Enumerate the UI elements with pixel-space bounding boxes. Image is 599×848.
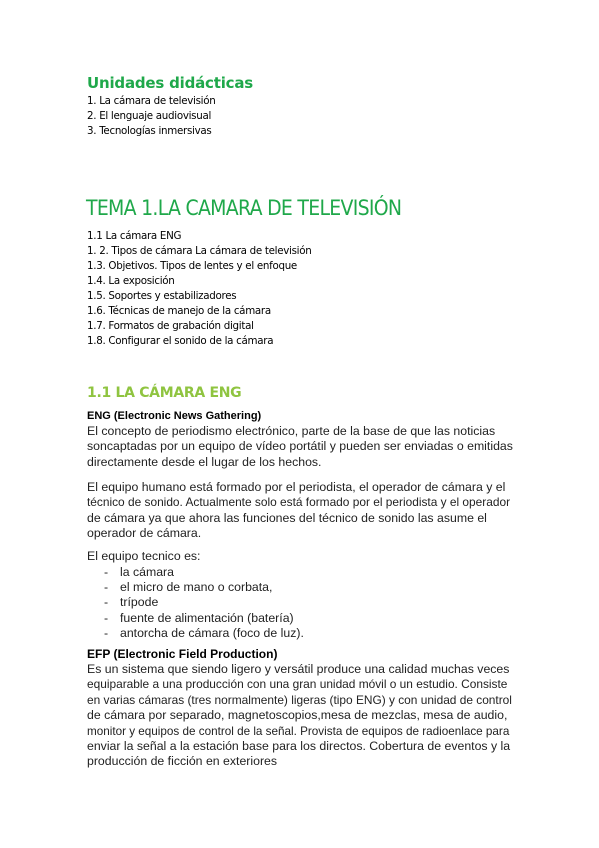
efp-paragraph xyxy=(87,662,512,770)
efp-line: en varias cámaras (tres normalmente) ligeras (tipo ENG) y con unidad de control xyxy=(87,692,512,707)
units-title: Unidades didácticas xyxy=(87,74,254,92)
units-item: 1. La cámara de televisión xyxy=(87,95,216,107)
section-title: 1.1 LA CÁMARA ENG xyxy=(87,385,242,401)
tema-toc xyxy=(87,229,311,349)
eng-paragraph xyxy=(87,424,512,470)
toc-item: 1.3. Objetivos. Tipos de lentes y el enfoque xyxy=(87,260,297,272)
efp-line: de cámara por separado, magnetoscopios,mesa de mezclas, mesa de audio, xyxy=(87,708,508,723)
tema-title: TEMA 1.LA CAMARA DE TELEVISIÓN xyxy=(86,196,402,220)
equipment-item: - antorcha de cámara (foco de luz). xyxy=(104,625,304,640)
units-item: 2. El lenguaje audiovisual xyxy=(87,110,212,122)
team-paragraph xyxy=(87,480,512,542)
equipment-item: - fuente de alimentación (batería) xyxy=(104,610,294,625)
efp-line: equiparable a una producción con una gran unidad móvil o un estudio. Consiste xyxy=(87,677,508,692)
equipment-item: - trípode xyxy=(104,595,159,610)
toc-item: 1. 2. Tipos de cámara La cámara de televisión xyxy=(87,245,312,257)
eng-heading: ENG (Electronic News Gathering) xyxy=(87,410,262,422)
efp-heading: EFP (Electronic Field Production) xyxy=(87,647,278,661)
team-line: El equipo humano está formado por el periodista, el operador de cámara y el xyxy=(87,480,506,494)
equipment-intro: El equipo tecnico es: xyxy=(87,549,201,563)
efp-line: producción de ficción en exteriores xyxy=(87,754,278,769)
toc-item: 1.1 La cámara ENG xyxy=(87,230,182,242)
eng-line: soncaptadas por un equipo de vídeo portátil y pueden ser enviadas o emitidas xyxy=(87,439,513,454)
equipment-item: - el micro de mano o corbata, xyxy=(104,580,273,595)
eng-line: directamente desde el lugar de los hechos. xyxy=(87,454,322,469)
team-line: de cámara ya que ahora las funciones del técnico de sonido las asume el xyxy=(87,510,487,525)
toc-item: 1.5. Soportes y estabilizadores xyxy=(87,290,237,302)
toc-item: 1.8. Configurar el sonido de la cámara xyxy=(87,335,274,347)
efp-line: enviar la señal a la estación base para los directos. Cobertura de eventos y la xyxy=(87,739,511,754)
efp-line: Es un sistema que siendo ligero y versátil produce una calidad muchas veces xyxy=(87,662,510,676)
team-line: operador de cámara. xyxy=(87,526,202,541)
eng-line: El concepto de periodismo electrónico, parte de la base de que las noticias xyxy=(87,424,496,438)
team-line: técnico de sonido. Actualmente solo está formado por el periodista y el operador xyxy=(87,495,511,510)
equipment-item: - la cámara xyxy=(104,565,174,579)
equipment-list xyxy=(104,565,304,641)
toc-item: 1.4. La exposición xyxy=(87,275,175,287)
toc-item: 1.6. Técnicas de manejo de la cámara xyxy=(87,305,271,317)
units-list xyxy=(87,94,215,139)
toc-item: 1.7. Formatos de grabación digital xyxy=(87,320,254,332)
units-item: 3. Tecnologías inmersivas xyxy=(87,125,212,137)
efp-line: monitor y equipos de control de la señal. Provista de equipos de radioenlace para xyxy=(87,724,510,738)
